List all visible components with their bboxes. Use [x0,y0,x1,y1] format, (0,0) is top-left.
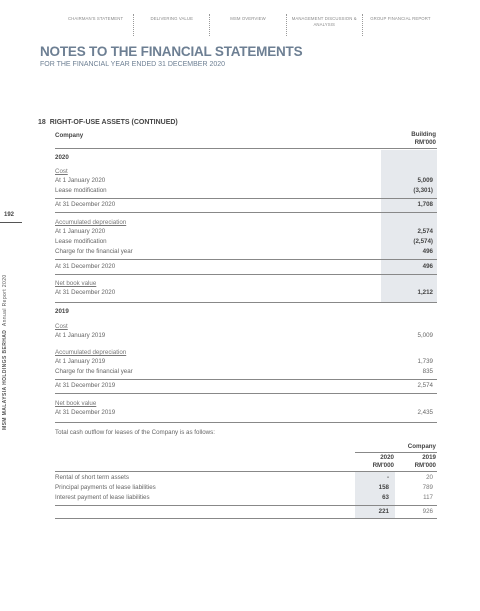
row-label: Principal payments of lease liabilities [55,484,156,491]
row-label: At 1 January 2019 [55,358,106,365]
year-label: 2019 [55,308,69,315]
row-value: 5,009 [417,332,433,339]
building-label: Building [411,131,436,138]
total-2019: 926 [422,508,433,515]
unit-label: RM'000 [414,462,436,469]
year-2020-label: 2020 [380,454,394,461]
row-label: At 31 December 2019 [55,382,116,389]
row-label: Charge for the financial year [55,368,133,375]
page-number-rule [0,222,22,223]
table-row [55,473,437,483]
table-header-row [55,131,437,141]
table-row [55,493,437,503]
top-navigation [58,14,438,36]
depreciation-label: Accumulated depreciation [55,219,127,226]
table-row [55,357,437,367]
value-2020: 158 [378,484,389,491]
intro-text: Total cash outflow for leases of the Company is as follows: [55,429,215,436]
row-label: At 1 January 2020 [55,228,106,235]
row-label: At 31 December 2020 [55,201,116,208]
cost-label: Cost [55,323,68,330]
note-heading [38,119,178,126]
row-value: 2,435 [417,409,433,416]
total-row [55,507,437,517]
year-row [55,153,437,163]
row-value: 496 [422,248,433,255]
row-label: At 1 January 2019 [55,332,106,339]
row-value: 1,708 [417,201,433,208]
sidebar-company: MSM MALAYSIA HOLDINGS BERHAD [2,329,8,430]
table-row [55,186,437,196]
year-row [55,307,437,317]
note-title: RIGHT-OF-USE ASSETS (CONTINUED) [49,119,178,126]
table-row [55,200,437,210]
row-label: Lease modification [55,187,107,194]
page-number: 192 [4,212,15,218]
page-subtitle: FOR THE FINANCIAL YEAR ENDED 31 DECEMBER 2020 [40,61,226,68]
divider [55,379,437,380]
cash-2019-header [415,454,436,470]
divider [55,198,437,199]
table-row [55,237,437,247]
value-2019: 789 [422,484,433,491]
table-row [55,381,437,391]
divider [355,452,437,453]
row-value: 835 [422,368,433,375]
divider [55,422,437,423]
divider [55,302,437,303]
net-book-value-label: Net book value [55,400,97,407]
table-row [55,367,437,377]
row-value: 2,574 [417,228,433,235]
building-column-header [411,131,436,147]
row-label: Rental of short term assets [55,474,129,481]
net-book-value-label: Net book value [55,280,97,287]
divider [55,393,437,394]
row-value: (3,301) [413,187,433,194]
value-2019: 20 [426,474,433,481]
table-row [55,247,437,257]
row-value: 496 [422,263,433,270]
nav-msm-overview[interactable]: MSM OVERVIEW [230,16,266,21]
divider [55,274,437,275]
nav-management-discussion[interactable]: MANAGEMENT DISCUSSION & ANALYSIS [291,16,357,27]
sidebar-report-label [2,274,8,430]
divider [55,505,437,506]
row-value: 2,574 [417,382,433,389]
table-row [55,483,437,493]
unit-label: RM'000 [372,462,394,469]
table-row [55,288,437,298]
page-title: NOTES TO THE FINANCIAL STATEMENTS [40,44,303,59]
year-2019-label: 2019 [422,454,436,461]
value-2020: 63 [382,494,389,501]
nav-group-financial-report[interactable]: GROUP FINANCIAL REPORT [370,16,431,21]
cash-2020-header [373,454,394,470]
row-value: 1,739 [417,358,433,365]
table-row [55,408,437,418]
nav-delivering-value[interactable]: DELIVERING VALUE [150,16,194,21]
table-row [55,176,437,186]
table-row [55,227,437,237]
sidebar-report: Annual Report 2020 [2,274,8,327]
value-2019: 117 [423,494,433,501]
row-label: At 31 December 2019 [55,409,116,416]
row-label: At 1 January 2020 [55,177,106,184]
table-row [55,331,437,341]
row-label: Interest payment of lease liabilities [55,494,150,501]
unit-label: RM'000 [414,139,436,146]
value-2020: - [386,474,389,481]
divider [55,518,437,519]
depreciation-label: Accumulated depreciation [55,349,127,356]
year-label: 2020 [55,154,69,161]
nav-chairmans-statement[interactable]: CHAIRMAN'S STATEMENT [68,16,124,21]
row-label: At 31 December 2020 [55,289,116,296]
row-value: (2,574) [413,238,433,245]
row-value: 5,009 [417,177,433,184]
company-label: Company [55,132,84,139]
cost-label: Cost [55,168,68,175]
divider [55,148,437,149]
cash-company-label: Company [407,443,436,450]
row-label: At 31 December 2020 [55,263,116,270]
table-row [55,262,437,272]
total-2020: 221 [378,508,389,515]
divider [55,259,437,260]
row-label: Lease modification [55,238,107,245]
cash-outflow-intro [55,428,437,438]
row-value: 1,212 [417,289,433,296]
note-number: 18 [38,119,46,126]
divider [55,212,437,213]
row-label: Charge for the financial year [55,248,133,255]
